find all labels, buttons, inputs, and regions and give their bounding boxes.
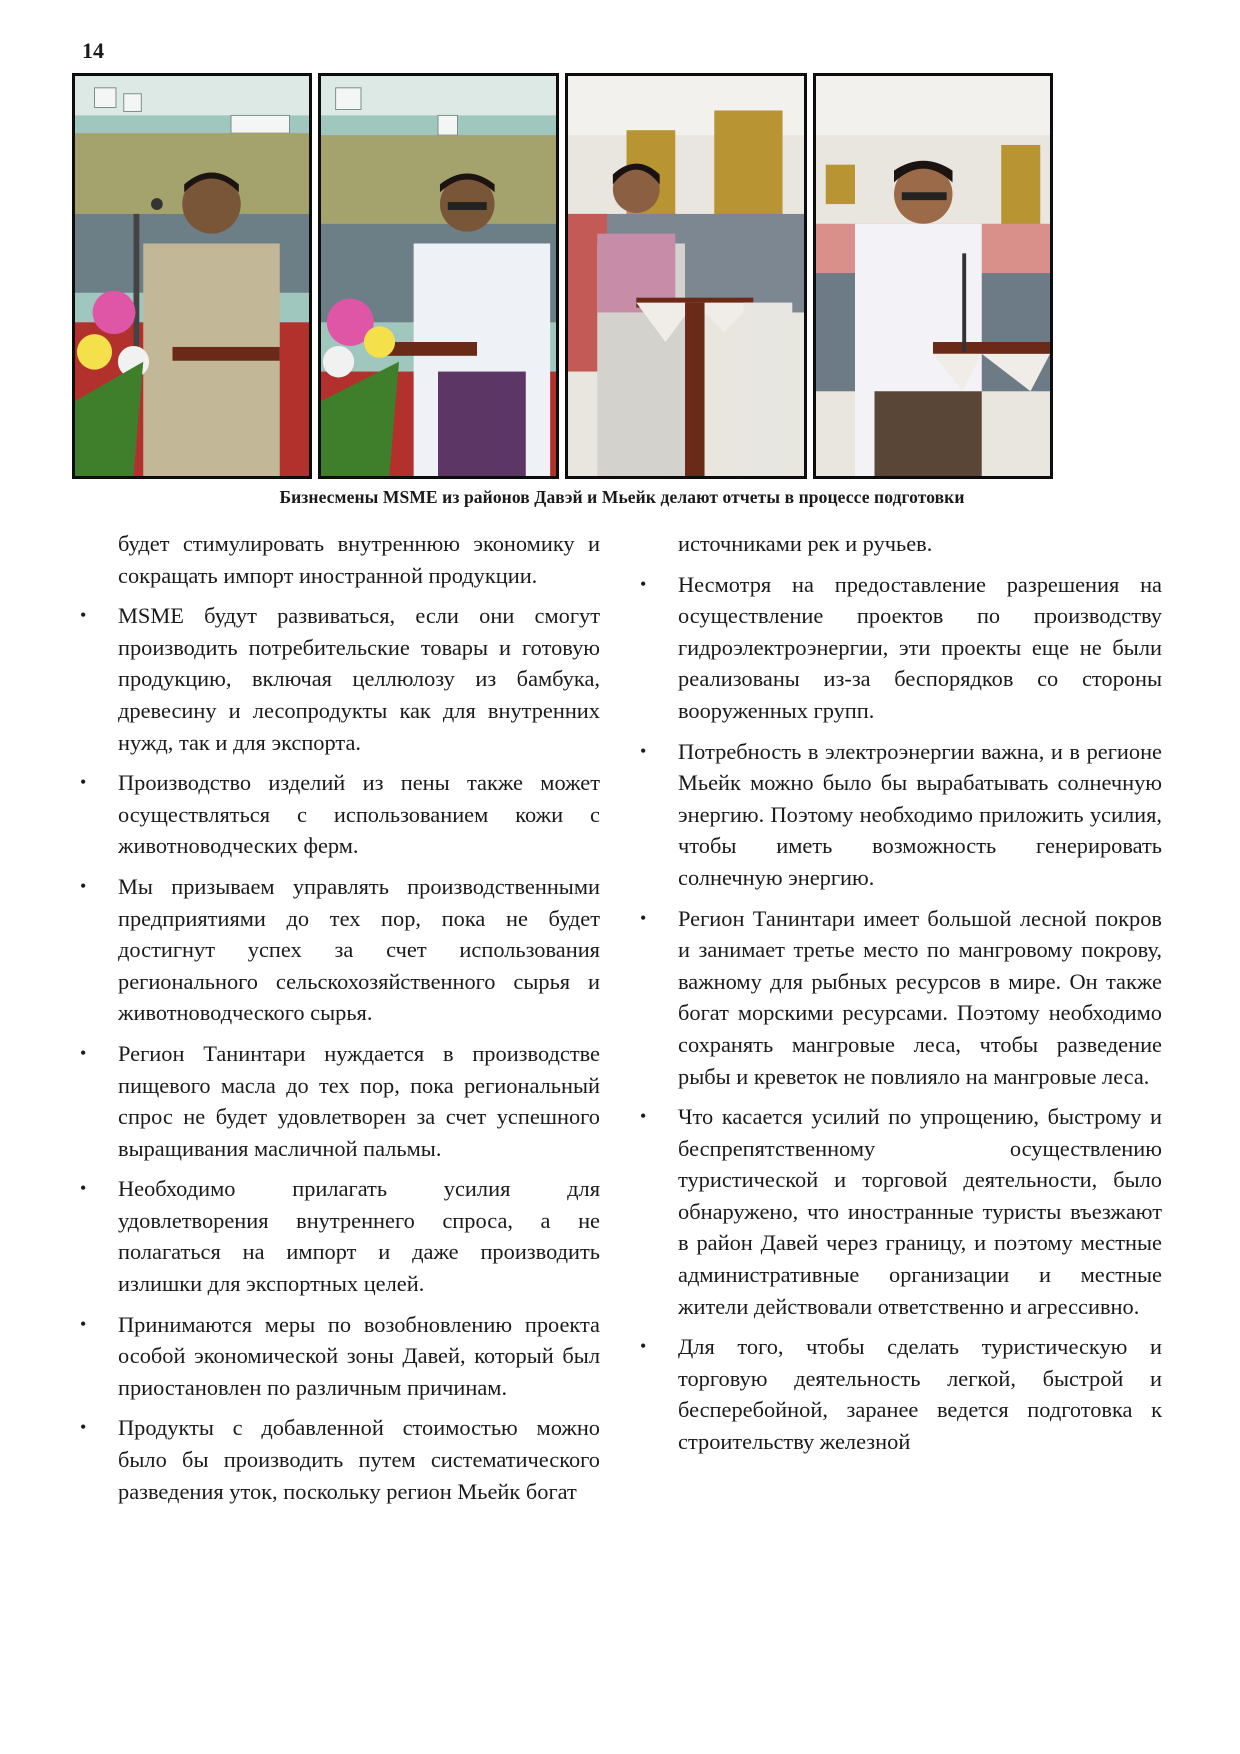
list-item — [80, 1173, 600, 1299]
bullet-icon: • — [80, 875, 87, 896]
list-item — [640, 1101, 1162, 1322]
list-item-text: Что касается усилий по упрощению, быстрому и беспрепятственному осуществлению туристической и торговой деятельности, было обнаружено, что иностранные туристы въезжают в район Давей через границу, и поэтому местные административные организации и местные жители действовали ответственно и агрессивно. — [678, 1104, 1162, 1319]
list-item — [640, 569, 1162, 727]
bullet-icon: • — [80, 605, 87, 626]
list-item — [80, 871, 600, 1029]
woman-speaking-at-podium-icon — [568, 76, 804, 476]
left-column — [80, 528, 600, 1516]
man-with-glasses-at-podium-icon — [321, 76, 556, 476]
list-item-text: Необходимо прилагать усилия для удовлетворения внутреннего спроса, а не полагаться на импорт и даже производить излишки для экспортных целей. — [118, 1176, 600, 1297]
list-item — [640, 736, 1162, 894]
speaker-photo-2 — [318, 73, 559, 479]
list-item-text: Для того, чтобы сделать туристическую и торговую деятельность легкой, быстрой и бесперебойной, заранее ведется подготовка к строительству железной — [678, 1334, 1162, 1455]
list-item — [80, 767, 600, 862]
list-item-text: Производство изделий из пены также может осуществляться с использованием кожи с животноводческих ферм. — [118, 770, 600, 859]
list-item — [80, 1309, 600, 1404]
photo-caption: Бизнесмены MSME из районов Давэй и Мьейк делают отчеты в процессе подготовки — [279, 487, 965, 507]
list-item-text: Принимаются меры по возобновлению проекта особой экономической зоны Давей, который был приостановлен по различным причинам. — [118, 1311, 600, 1400]
bullet-icon: • — [640, 573, 647, 594]
list-item — [640, 1331, 1162, 1457]
bullet-icon: • — [80, 1042, 87, 1063]
speaker-photo-3 — [565, 73, 807, 479]
bullet-icon: • — [80, 1313, 87, 1334]
list-item — [80, 600, 600, 758]
man-speaking-at-podium-icon — [75, 76, 309, 476]
bullet-icon: • — [80, 1178, 87, 1199]
right-continuation-text: источниками рек и ручьев. — [678, 531, 933, 556]
right-bullet-list — [640, 569, 1162, 1458]
left-bullet-list — [80, 600, 600, 1507]
list-item-text: Несмотря на предоставление разрешения на осуществление проектов по производству гидроэлектроэнергии, эти проекты еще не были реализованы из-за беспорядков со стороны вооруженных групп. — [678, 571, 1162, 723]
left-continuation-text: будет стимулировать внутреннюю экономику и сокращать импорт иностранной продукции. — [118, 531, 600, 588]
list-item-text: Продукты с добавленной стоимостью можно было бы производить путем систематического разведения уток, поскольку регион Мьейк богат — [118, 1415, 600, 1504]
bullet-icon: • — [640, 1106, 647, 1127]
list-item-text: Потребность в электроэнергии важна, и в регионе Мьейк можно было бы вырабатывать солнечную энергию. Поэтому необходимо приложить усилия, чтобы иметь возможность генерировать солнечную энергию. — [678, 738, 1162, 890]
photo-strip — [72, 73, 1172, 485]
list-item-text: Регион Танинтари нуждается в производстве пищевого масла до тех пор, пока региональный спрос не будет удовлетворен за счет успешного выращивания масличной пальмы. — [118, 1040, 600, 1161]
speaker-photo-1 — [72, 73, 312, 479]
speaker-photo-4 — [813, 73, 1053, 479]
list-item — [640, 903, 1162, 1093]
list-item-text: MSME будут развиваться, если они смогут производить потребительские товары и готовую продукцию, включая целлюлозу из бамбука, древесину и лесопродукты как для внутренних нужд, так и для экспорта. — [118, 603, 600, 755]
list-item — [80, 1412, 600, 1507]
bullet-icon: • — [640, 740, 647, 761]
bullet-icon: • — [80, 1417, 87, 1438]
bullet-icon: • — [640, 907, 647, 928]
man-with-glasses-at-podium-icon — [816, 76, 1050, 476]
list-item-text: Мы призываем управлять производственными предприятиями до тех пор, пока не будет достигнут успех за счет использования регионального сельскохозяйственного сырья и животноводческого сырья. — [118, 873, 600, 1026]
list-item — [80, 1038, 600, 1164]
page-number: 14 — [82, 38, 104, 63]
bullet-icon: • — [640, 1336, 647, 1357]
list-item-text: Регион Танинтари имеет большой лесной покров и занимает третье место по мангровому покрову, важному для рыбных ресурсов в мире. Он также богат морскими ресурсами. Поэтому необходимо сохранять мангровые леса, чтобы разведение рыбы и креветок не повлияло на мангровые леса. — [678, 905, 1162, 1089]
right-column — [640, 528, 1162, 1467]
bullet-icon: • — [80, 772, 87, 793]
